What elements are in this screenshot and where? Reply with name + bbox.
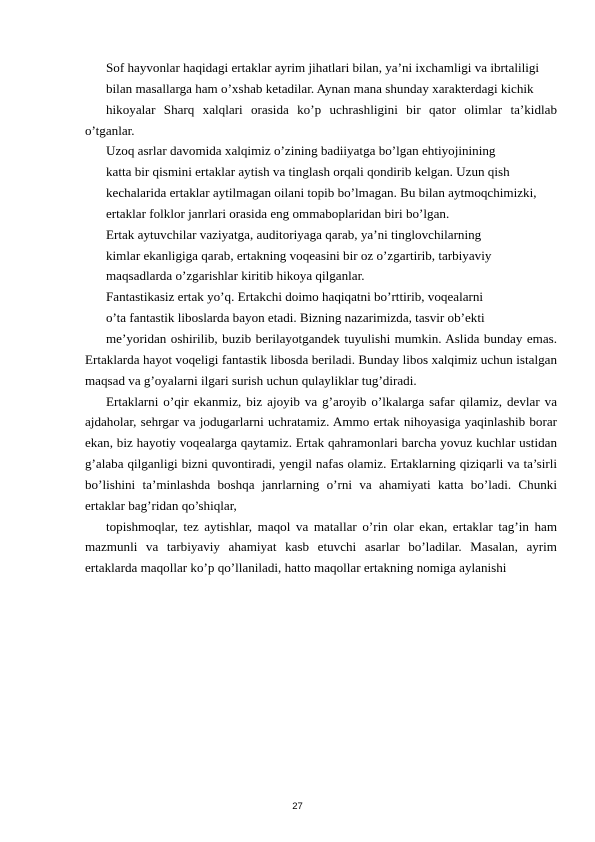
page-body bbox=[85, 58, 557, 579]
paragraph: kechalarida ertaklar aytilmagan oilani topib bo’lmagan. Bu bilan aytmoqchimizki, bbox=[106, 185, 537, 201]
paragraph: topishmoqlar, tez aytishlar, maqol va matallar o’rin olar ekan, ertaklar tag’in ham mazmunli va tarbiyaviy ahamiyat kasb etuvchi asarlar bo’ladilar. Masalan, ayrim ertaklarda maqollar ko’p qo’llaniladi, hatto maqollar ertakning nomiga aylanishi bbox=[85, 518, 557, 576]
paragraph: katta bir qismini ertaklar aytish va tinglash orqali qondirib kelgan. Uzun qish bbox=[106, 164, 510, 180]
paragraph: Sof hayvonlar haqidagi ertaklar ayrim jihatlari bilan, ya’ni ixchamligi va ibrtaliligi bbox=[106, 60, 540, 75]
paragraph: Ertaklarni o’qir ekanmiz, biz ajoyib va g’aroyib o’lkalarga safar qilamiz, devlar va ajdaholar, sehrgar va jodugarlarni uchratamiz. Ammo ertak nihoyasiga yaqinlashib borar ekan, biz hayotiy voqealarga qaytamiz. Ertak qahramonlari barcha yovuz kuchlar ustidan g’alaba qilganligi bizni quvontiradi, yengil nafas olamiz. Ertaklarning qiziqarli va ta’sirli bo’lishini ta’minlashda boshqa janrlarning o’rni va ahamiyati katta bo’ladi. Chunki ertaklar bag’ridan qo’shiqlar, bbox=[85, 393, 557, 513]
paragraph: Uzoq asrlar davomida xalqimiz o’zining badiiyatga bo’lgan ehtiyojinining bbox=[106, 143, 496, 159]
paragraph: kimlar ekanligiga qarab, ertakning voqeasini bir oz o’zgartirib, tarbiyaviy bbox=[106, 247, 492, 263]
paragraph: ertaklar folklor janrlari orasida eng ommaboplaridan biri bo’lgan. bbox=[106, 205, 450, 221]
paragraph: bilan masallarga ham o’xshab ketadilar. Aynan mana shunday xarakterdagi kichik bbox=[106, 80, 534, 96]
paragraph: hikoyalar Sharq xalqlari orasida ko’p uchrashligini bir qator olimlar ta’kidlab o’tganlar. bbox=[85, 101, 557, 138]
page-number: 27 bbox=[292, 801, 303, 812]
paragraph: maqsadlarda o’zgarishlar kiritib hikoya qilganlar. bbox=[106, 268, 365, 284]
paragraph: o’ta fantastik liboslarda bayon etadi. Bizning nazarimizda, tasvir ob’ekti bbox=[106, 310, 485, 326]
paragraph: Fantastikasiz ertak yo’q. Ertakchi doimo haqiqatni bo’rttirib, voqealarni bbox=[106, 289, 484, 305]
paragraph: Ertak aytuvchilar vaziyatga, auditoriyaga qarab, ya’ni tinglovchilarning bbox=[106, 226, 482, 242]
paragraph: me’yoridan oshirilib, buzib berilayotgandek tuyulishi mumkin. Aslida bunday emas. Ertaklarda hayot voqeligi fantastik libosda beriladi. Bunday libos xalqimiz uchun istalgan maqsad va g’oyalarni ilgari surish uchun qulayliklar tug’diradi. bbox=[85, 330, 557, 388]
